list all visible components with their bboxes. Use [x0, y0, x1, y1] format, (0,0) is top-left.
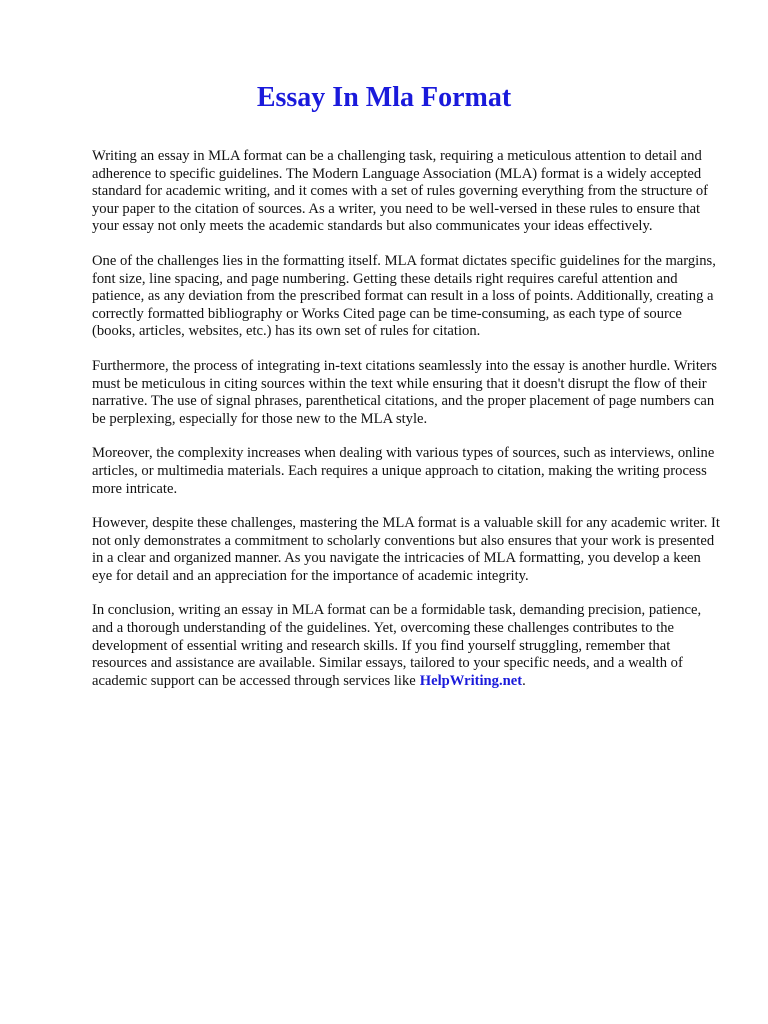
paragraph-mastery: However, despite these challenges, mastering the MLA format is a valuable skill for any academic writer. It not only demonstrates a commitment to scholarly conventions but also ensures that your work is presented in a clear and organized manner. As you navigate the intricacies of MLA formatting, you develop a keen eye for detail and an appreciation for the importance of academic integrity.	[92, 515, 720, 584]
paragraph-conclusion	[92, 602, 724, 690]
page-title: Essay In Mla Format	[256, 82, 512, 113]
paragraph-intro: Writing an essay in MLA format can be a challenging task, requiring a meticulous attention to detail and adherence to specific guidelines. The Modern Language Association (MLA) format is a widely accepted standard for academic writing, and it comes with a set of rules governing everything from the structure of your paper to the citation of sources. As a writer, you need to be well-versed in these rules to ensure that your essay not only meets the academic standards but also communicates your ideas effectively.	[92, 148, 708, 235]
paragraph-citations: Furthermore, the process of integrating in-text citations seamlessly into the essay is another hurdle. Writers must be meticulous in citing sources within the text while ensuring that it doesn't disrupt the flow of their narrative. The use of signal phrases, parenthetical citations, and the proper placement of page numbers can be perplexing, especially for those new to the MLA style.	[92, 357, 717, 427]
helpwriting-link[interactable]: HelpWriting.net	[419, 672, 523, 689]
conclusion-period: .	[522, 672, 526, 689]
paragraph-sources: Moreover, the complexity increases when dealing with various types of sources, such as interviews, online articles, or multimedia materials. Each requires a unique approach to citation, making the writing process more intricate.	[92, 445, 715, 497]
paragraph-formatting: One of the challenges lies in the formatting itself. MLA format dictates specific guidelines for the margins, font size, line spacing, and page numbering. Getting these details right requires careful attention and patience, as any deviation from the prescribed format can result in a loss of points. Additionally, creating a correctly formatted bibliography or Works Cited page can be time-consuming, as each type of source (books, articles, websites, etc.) has its own set of rules for citation.	[92, 252, 716, 340]
conclusion-text: In conclusion, writing an essay in MLA format can be a formidable task, demanding precision, patience, and a thorough understanding of the guidelines. Yet, overcoming these challenges contributes to the development of essential writing and research skills. If you find yourself struggling, remember that resources and assistance are available. Similar essays, tailored to your specific needs, and a wealth of academic support can be accessed through services like	[92, 602, 702, 689]
